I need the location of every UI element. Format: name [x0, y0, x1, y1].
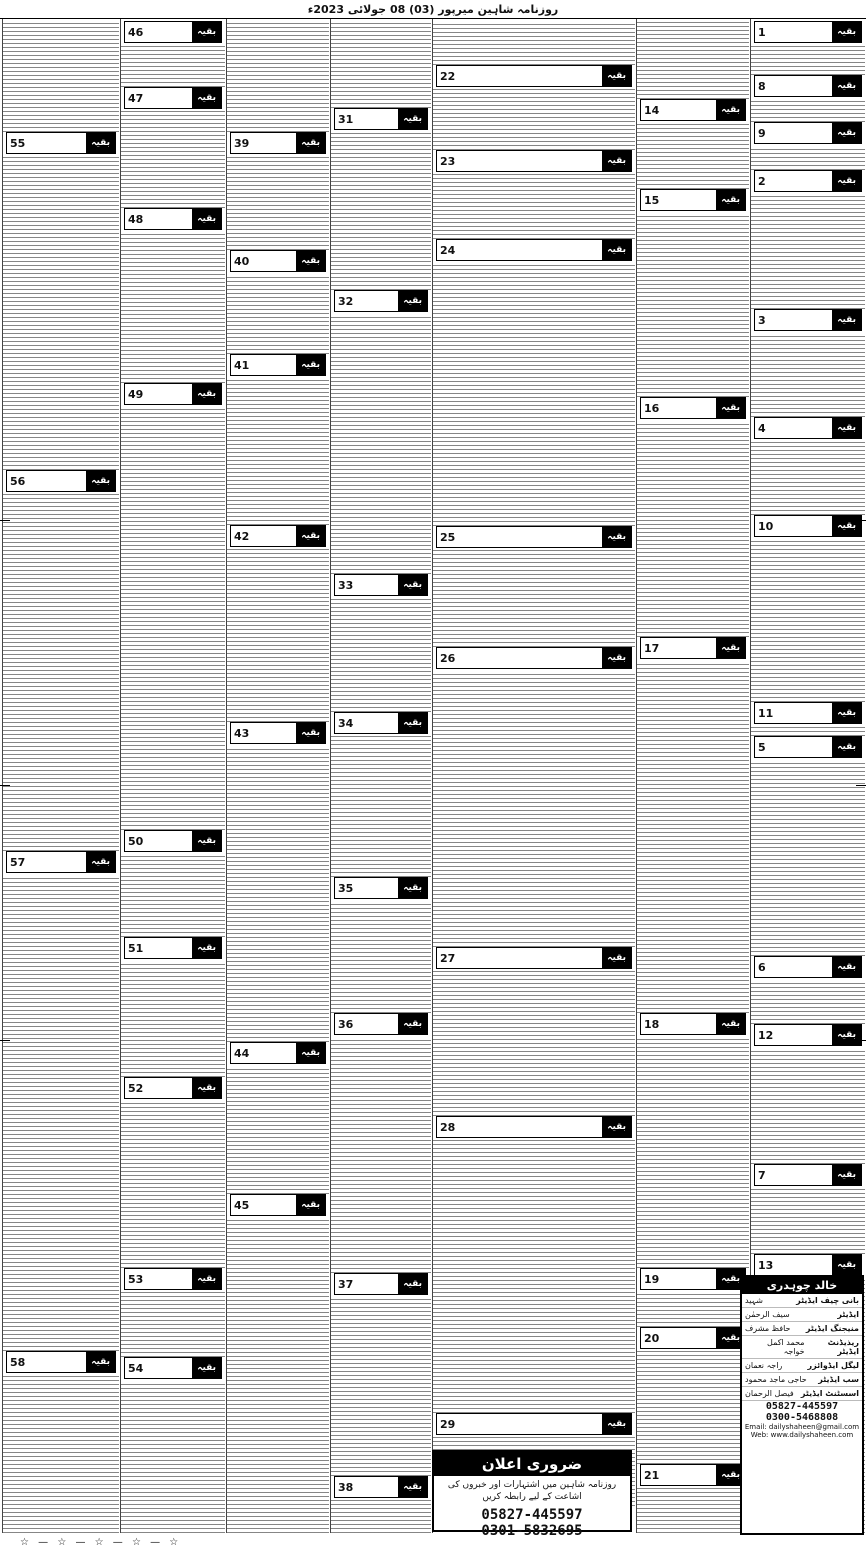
article-text-block	[227, 549, 329, 722]
article-text-block	[433, 263, 635, 526]
story-continuation-box	[334, 712, 428, 734]
continuation-tag: بقیہ	[192, 831, 221, 851]
story-continuation-box	[754, 1024, 862, 1046]
story-number: 35	[338, 881, 354, 895]
article-text-block	[433, 671, 635, 947]
article-text-block	[331, 901, 431, 1013]
story-number: 53	[128, 1272, 144, 1286]
article-text-block	[751, 539, 865, 702]
story-number: 36	[338, 1017, 354, 1031]
story-number: 8	[758, 79, 766, 93]
article-text-block	[751, 726, 865, 736]
story-number: 44	[234, 1046, 250, 1060]
continuation-tag: بقیہ	[602, 151, 631, 171]
staff-name: سیف الرحمٰن	[745, 1310, 790, 1319]
article-text-block	[637, 123, 749, 189]
continuation-tag: بقیہ	[296, 526, 325, 546]
article-text-block	[121, 45, 225, 87]
story-number: 4	[758, 421, 766, 435]
story-continuation-box	[640, 1327, 746, 1349]
article-text-block	[637, 1037, 749, 1268]
continuation-tag: بقیہ	[192, 1269, 221, 1289]
crop-mark	[0, 785, 10, 786]
story-number: 6	[758, 960, 766, 974]
crop-mark	[0, 1040, 10, 1041]
story-continuation-box	[436, 239, 632, 261]
story-number: 21	[644, 1468, 660, 1482]
staff-row	[742, 1373, 862, 1387]
article-text-block	[227, 378, 329, 525]
story-continuation-box	[640, 637, 746, 659]
article-text-block	[331, 132, 431, 290]
article-text-block	[751, 99, 865, 122]
story-number: 37	[338, 1277, 354, 1291]
article-text-block	[331, 21, 431, 108]
article-text-block	[751, 194, 865, 309]
continuation-tag: بقیہ	[192, 1078, 221, 1098]
story-continuation-box	[230, 354, 326, 376]
article-text-block	[751, 45, 865, 75]
story-number: 26	[440, 651, 456, 665]
continuation-tag: بقیہ	[602, 66, 631, 86]
continuation-tag: بقیہ	[716, 1328, 745, 1348]
article-text-block	[3, 21, 119, 132]
article-text-block	[331, 314, 431, 574]
article-text-block	[637, 661, 749, 1013]
story-continuation-box	[230, 132, 326, 154]
page-header	[0, 0, 866, 19]
story-number: 34	[338, 716, 354, 730]
notice-phone-1: 05827-445597	[481, 1507, 583, 1524]
story-number: 12	[758, 1028, 774, 1042]
story-number: 47	[128, 91, 144, 105]
story-number: 52	[128, 1081, 144, 1095]
story-continuation-box	[6, 1351, 116, 1373]
continuation-tag: بقیہ	[832, 516, 861, 536]
story-number: 28	[440, 1120, 456, 1134]
staff-row	[742, 1387, 862, 1401]
continuation-tag: بقیہ	[296, 133, 325, 153]
article-text-block	[121, 961, 225, 1077]
article-text-block	[637, 1488, 749, 1533]
story-number: 31	[338, 112, 354, 126]
story-continuation-box	[230, 1194, 326, 1216]
article-text-block	[331, 1037, 431, 1273]
footer-stars: ☆ — ☆ — ☆ — ☆ — ☆	[20, 1537, 182, 1548]
article-text-block	[751, 1188, 865, 1254]
continuation-tag: بقیہ	[192, 384, 221, 404]
article-text-block	[227, 746, 329, 1042]
article-text-block	[331, 1500, 431, 1533]
article-text-block	[3, 875, 119, 1351]
continuation-tag: بقیہ	[832, 123, 861, 143]
continuation-tag: بقیہ	[832, 957, 861, 977]
story-number: 49	[128, 387, 144, 401]
story-number: 18	[644, 1017, 660, 1031]
staff-name: حاجی ماجد محمود	[745, 1375, 807, 1384]
continuation-tag: بقیہ	[716, 1465, 745, 1485]
story-number: 17	[644, 641, 660, 655]
masthead-web: Web: www.dailyshaheen.com	[750, 1431, 854, 1439]
article-text-block	[121, 1101, 225, 1268]
story-number: 25	[440, 530, 456, 544]
article-text-block	[637, 421, 749, 637]
article-text-block	[637, 21, 749, 99]
story-continuation-box	[436, 526, 632, 548]
continuation-tag: بقیہ	[832, 703, 861, 723]
story-continuation-box	[754, 1254, 862, 1276]
continuation-tag: بقیہ	[716, 100, 745, 120]
continuation-tag: بقیہ	[192, 88, 221, 108]
continuation-tag: بقیہ	[86, 471, 115, 491]
continuation-tag: بقیہ	[602, 648, 631, 668]
story-number: 39	[234, 136, 250, 150]
continuation-tag: بقیہ	[832, 418, 861, 438]
continuation-tag: بقیہ	[602, 1117, 631, 1137]
notice-ad	[432, 1450, 632, 1540]
story-number: 57	[10, 855, 26, 869]
staff-name: راجہ نعمان	[745, 1361, 783, 1370]
story-continuation-box	[754, 702, 862, 724]
article-text-block	[751, 1048, 865, 1164]
story-continuation-box	[124, 937, 222, 959]
article-text-block	[3, 156, 119, 470]
story-number: 13	[758, 1258, 774, 1272]
story-continuation-box	[754, 170, 862, 192]
continuation-tag: بقیہ	[398, 878, 427, 898]
continuation-tag: بقیہ	[716, 398, 745, 418]
story-number: 58	[10, 1355, 26, 1369]
article-text-block	[433, 174, 635, 239]
continuation-tag: بقیہ	[398, 575, 427, 595]
story-continuation-box	[124, 383, 222, 405]
staff-role: ایڈیٹر	[837, 1310, 859, 1319]
article-text-block	[227, 21, 329, 132]
continuation-tag: بقیہ	[832, 1255, 861, 1275]
article-text-block	[121, 232, 225, 383]
staff-name: حافظ مشرف	[745, 1324, 791, 1333]
news-column	[120, 19, 225, 1533]
story-continuation-box	[334, 1013, 428, 1035]
continuation-tag: بقیہ	[398, 291, 427, 311]
continuation-tag: بقیہ	[296, 723, 325, 743]
continuation-tag: بقیہ	[296, 251, 325, 271]
article-text-block	[637, 1351, 749, 1464]
continuation-tag: بقیہ	[602, 240, 631, 260]
story-continuation-box	[640, 1464, 746, 1486]
article-text-block	[227, 1218, 329, 1533]
continuation-tag: بقیہ	[832, 737, 861, 757]
story-number: 41	[234, 358, 250, 372]
continuation-tag: بقیہ	[716, 1014, 745, 1034]
staff-row	[742, 1308, 862, 1322]
story-number: 1	[758, 25, 766, 39]
article-text-block	[3, 494, 119, 851]
story-number: 38	[338, 1480, 354, 1494]
story-continuation-box	[754, 309, 862, 331]
story-number: 2	[758, 174, 766, 188]
continuation-tag: بقیہ	[192, 22, 221, 42]
story-number: 15	[644, 193, 660, 207]
story-number: 54	[128, 1361, 144, 1375]
story-continuation-box	[436, 150, 632, 172]
article-text-block	[433, 89, 635, 150]
story-continuation-box	[640, 1013, 746, 1035]
notice-phone-2: 0301-5832695	[481, 1523, 583, 1540]
story-continuation-box	[754, 75, 862, 97]
story-continuation-box	[640, 1268, 746, 1290]
story-number: 3	[758, 313, 766, 327]
story-continuation-box	[754, 417, 862, 439]
continuation-tag: بقیہ	[832, 22, 861, 42]
story-continuation-box	[124, 1357, 222, 1379]
story-number: 29	[440, 1417, 456, 1431]
story-number: 5	[758, 740, 766, 754]
article-text-block	[751, 760, 865, 956]
continuation-tag: بقیہ	[832, 1025, 861, 1045]
crop-mark	[856, 1040, 866, 1041]
article-text-block	[121, 1381, 225, 1533]
article-text-block	[331, 598, 431, 712]
story-number: 16	[644, 401, 660, 415]
crop-mark	[0, 520, 10, 521]
article-text-block	[433, 971, 635, 1116]
staff-list	[742, 1294, 862, 1401]
story-continuation-box	[230, 722, 326, 744]
story-continuation-box	[640, 189, 746, 211]
continuation-tag: بقیہ	[398, 1477, 427, 1497]
staff-row	[742, 1294, 862, 1308]
article-text-block	[751, 441, 865, 515]
story-continuation-box	[124, 21, 222, 43]
page-footer	[0, 1534, 866, 1551]
newspaper-date-title: روزنامہ شاہین میرپور (03) 08 جولائی 2023ء	[307, 2, 559, 16]
story-number: 19	[644, 1272, 660, 1286]
staff-name: محمد اکمل خواجہ	[767, 1338, 805, 1356]
staff-row	[742, 1359, 862, 1373]
continuation-tag: بقیہ	[716, 638, 745, 658]
story-continuation-box	[334, 574, 428, 596]
continuation-tag: بقیہ	[602, 527, 631, 547]
story-continuation-box	[640, 397, 746, 419]
story-continuation-box	[124, 1268, 222, 1290]
story-number: 23	[440, 154, 456, 168]
story-continuation-box	[334, 1476, 428, 1498]
story-continuation-box	[230, 1042, 326, 1064]
article-text-block	[433, 21, 635, 65]
story-number: 56	[10, 474, 26, 488]
story-number: 20	[644, 1331, 660, 1345]
staff-row	[742, 1322, 862, 1336]
continuation-tag: بقیہ	[86, 1352, 115, 1372]
story-number: 45	[234, 1198, 250, 1212]
article-text-block	[331, 1297, 431, 1476]
story-number: 42	[234, 529, 250, 543]
story-continuation-box	[6, 132, 116, 154]
notice-body: روزنامہ شاہین میں اشتہارات اور خبروں کی اشاعت کے لیے رابطہ کریں	[447, 1480, 617, 1502]
staff-role: ریذیڈنٹ ایڈیٹر	[827, 1338, 859, 1356]
story-number: 48	[128, 212, 144, 226]
story-continuation-box	[124, 208, 222, 230]
story-number: 10	[758, 519, 774, 533]
staff-row	[742, 1336, 862, 1359]
article-text-block	[433, 1140, 635, 1413]
story-continuation-box	[334, 290, 428, 312]
story-continuation-box	[334, 877, 428, 899]
story-number: 43	[234, 726, 250, 740]
continuation-tag: بقیہ	[192, 209, 221, 229]
story-continuation-box	[230, 525, 326, 547]
continuation-tag: بقیہ	[602, 948, 631, 968]
news-column	[2, 19, 119, 1533]
continuation-tag: بقیہ	[832, 1165, 861, 1185]
continuation-tag: بقیہ	[398, 1274, 427, 1294]
article-text-block	[433, 550, 635, 647]
story-number: 7	[758, 1168, 766, 1182]
story-number: 24	[440, 243, 456, 257]
article-text-block	[227, 156, 329, 250]
story-continuation-box	[436, 1116, 632, 1138]
news-column	[330, 19, 431, 1533]
article-text-block	[751, 980, 865, 1024]
continuation-tag: بقیہ	[398, 109, 427, 129]
masthead-box	[740, 1275, 864, 1535]
story-number: 40	[234, 254, 250, 268]
article-text-block	[3, 1375, 119, 1533]
story-continuation-box	[436, 1413, 632, 1435]
story-continuation-box	[754, 1164, 862, 1186]
story-continuation-box	[6, 470, 116, 492]
story-number: 50	[128, 834, 144, 848]
story-number: 32	[338, 294, 354, 308]
story-number: 11	[758, 706, 774, 720]
story-continuation-box	[754, 956, 862, 978]
article-text-block	[751, 333, 865, 417]
masthead-title: خالد چوہدری	[742, 1277, 862, 1294]
story-number: 9	[758, 126, 766, 140]
masthead-email: Email: dailyshaheen@gmail.com	[744, 1423, 860, 1431]
continuation-tag: بقیہ	[296, 1043, 325, 1063]
article-text-block	[331, 736, 431, 877]
staff-role: لیگل ایڈوائزر	[807, 1361, 859, 1370]
story-continuation-box	[436, 65, 632, 87]
story-continuation-box	[230, 250, 326, 272]
continuation-tag: بقیہ	[832, 171, 861, 191]
story-continuation-box	[124, 1077, 222, 1099]
story-continuation-box	[754, 21, 862, 43]
continuation-tag: بقیہ	[86, 133, 115, 153]
story-continuation-box	[6, 851, 116, 873]
story-continuation-box	[334, 108, 428, 130]
story-number: 55	[10, 136, 26, 150]
continuation-tag: بقیہ	[86, 852, 115, 872]
article-text-block	[227, 1066, 329, 1194]
story-continuation-box	[436, 947, 632, 969]
story-continuation-box	[436, 647, 632, 669]
continuation-tag: بقیہ	[296, 355, 325, 375]
crop-mark	[856, 520, 866, 521]
continuation-tag: بقیہ	[716, 190, 745, 210]
story-continuation-box	[754, 122, 862, 144]
column-area	[0, 19, 866, 1533]
story-number: 22	[440, 69, 456, 83]
story-continuation-box	[754, 515, 862, 537]
continuation-tag: بقیہ	[716, 1269, 745, 1289]
continuation-tag: بقیہ	[296, 1195, 325, 1215]
continuation-tag: بقیہ	[192, 1358, 221, 1378]
continuation-tag: بقیہ	[832, 310, 861, 330]
continuation-tag: بقیہ	[832, 76, 861, 96]
story-continuation-box	[640, 99, 746, 121]
article-text-block	[637, 213, 749, 397]
story-number: 33	[338, 578, 354, 592]
masthead-phone-1: 05827-445597	[765, 1401, 839, 1412]
staff-role: بانی چیف ایڈیٹر	[796, 1296, 859, 1305]
staff-role: سب ایڈیٹر	[818, 1375, 859, 1384]
story-number: 46	[128, 25, 144, 39]
article-text-block	[121, 111, 225, 208]
story-number: 14	[644, 103, 660, 117]
staff-role: منیجنگ ایڈیٹر	[805, 1324, 859, 1333]
article-text-block	[121, 407, 225, 830]
article-text-block	[637, 1292, 749, 1327]
story-number: 27	[440, 951, 456, 965]
story-continuation-box	[334, 1273, 428, 1295]
continuation-tag: بقیہ	[398, 713, 427, 733]
news-column	[636, 19, 749, 1533]
news-column	[226, 19, 329, 1533]
staff-name: فیصل الرحمان	[745, 1389, 794, 1398]
article-text-block	[121, 854, 225, 937]
story-continuation-box	[754, 736, 862, 758]
continuation-tag: بقیہ	[192, 938, 221, 958]
continuation-tag: بقیہ	[602, 1414, 631, 1434]
article-text-block	[227, 274, 329, 354]
masthead-phone-2: 0300-5468808	[765, 1412, 839, 1423]
staff-name: شہید	[745, 1296, 764, 1305]
article-text-block	[751, 146, 865, 170]
crop-mark	[856, 785, 866, 786]
staff-role: اسسٹنٹ ایڈیٹر	[800, 1389, 859, 1398]
story-continuation-box	[124, 87, 222, 109]
story-continuation-box	[124, 830, 222, 852]
continuation-tag: بقیہ	[398, 1014, 427, 1034]
news-column	[432, 19, 635, 1533]
article-text-block	[121, 1292, 225, 1357]
notice-title: ضروری اعلان	[434, 1452, 630, 1476]
story-number: 51	[128, 941, 144, 955]
